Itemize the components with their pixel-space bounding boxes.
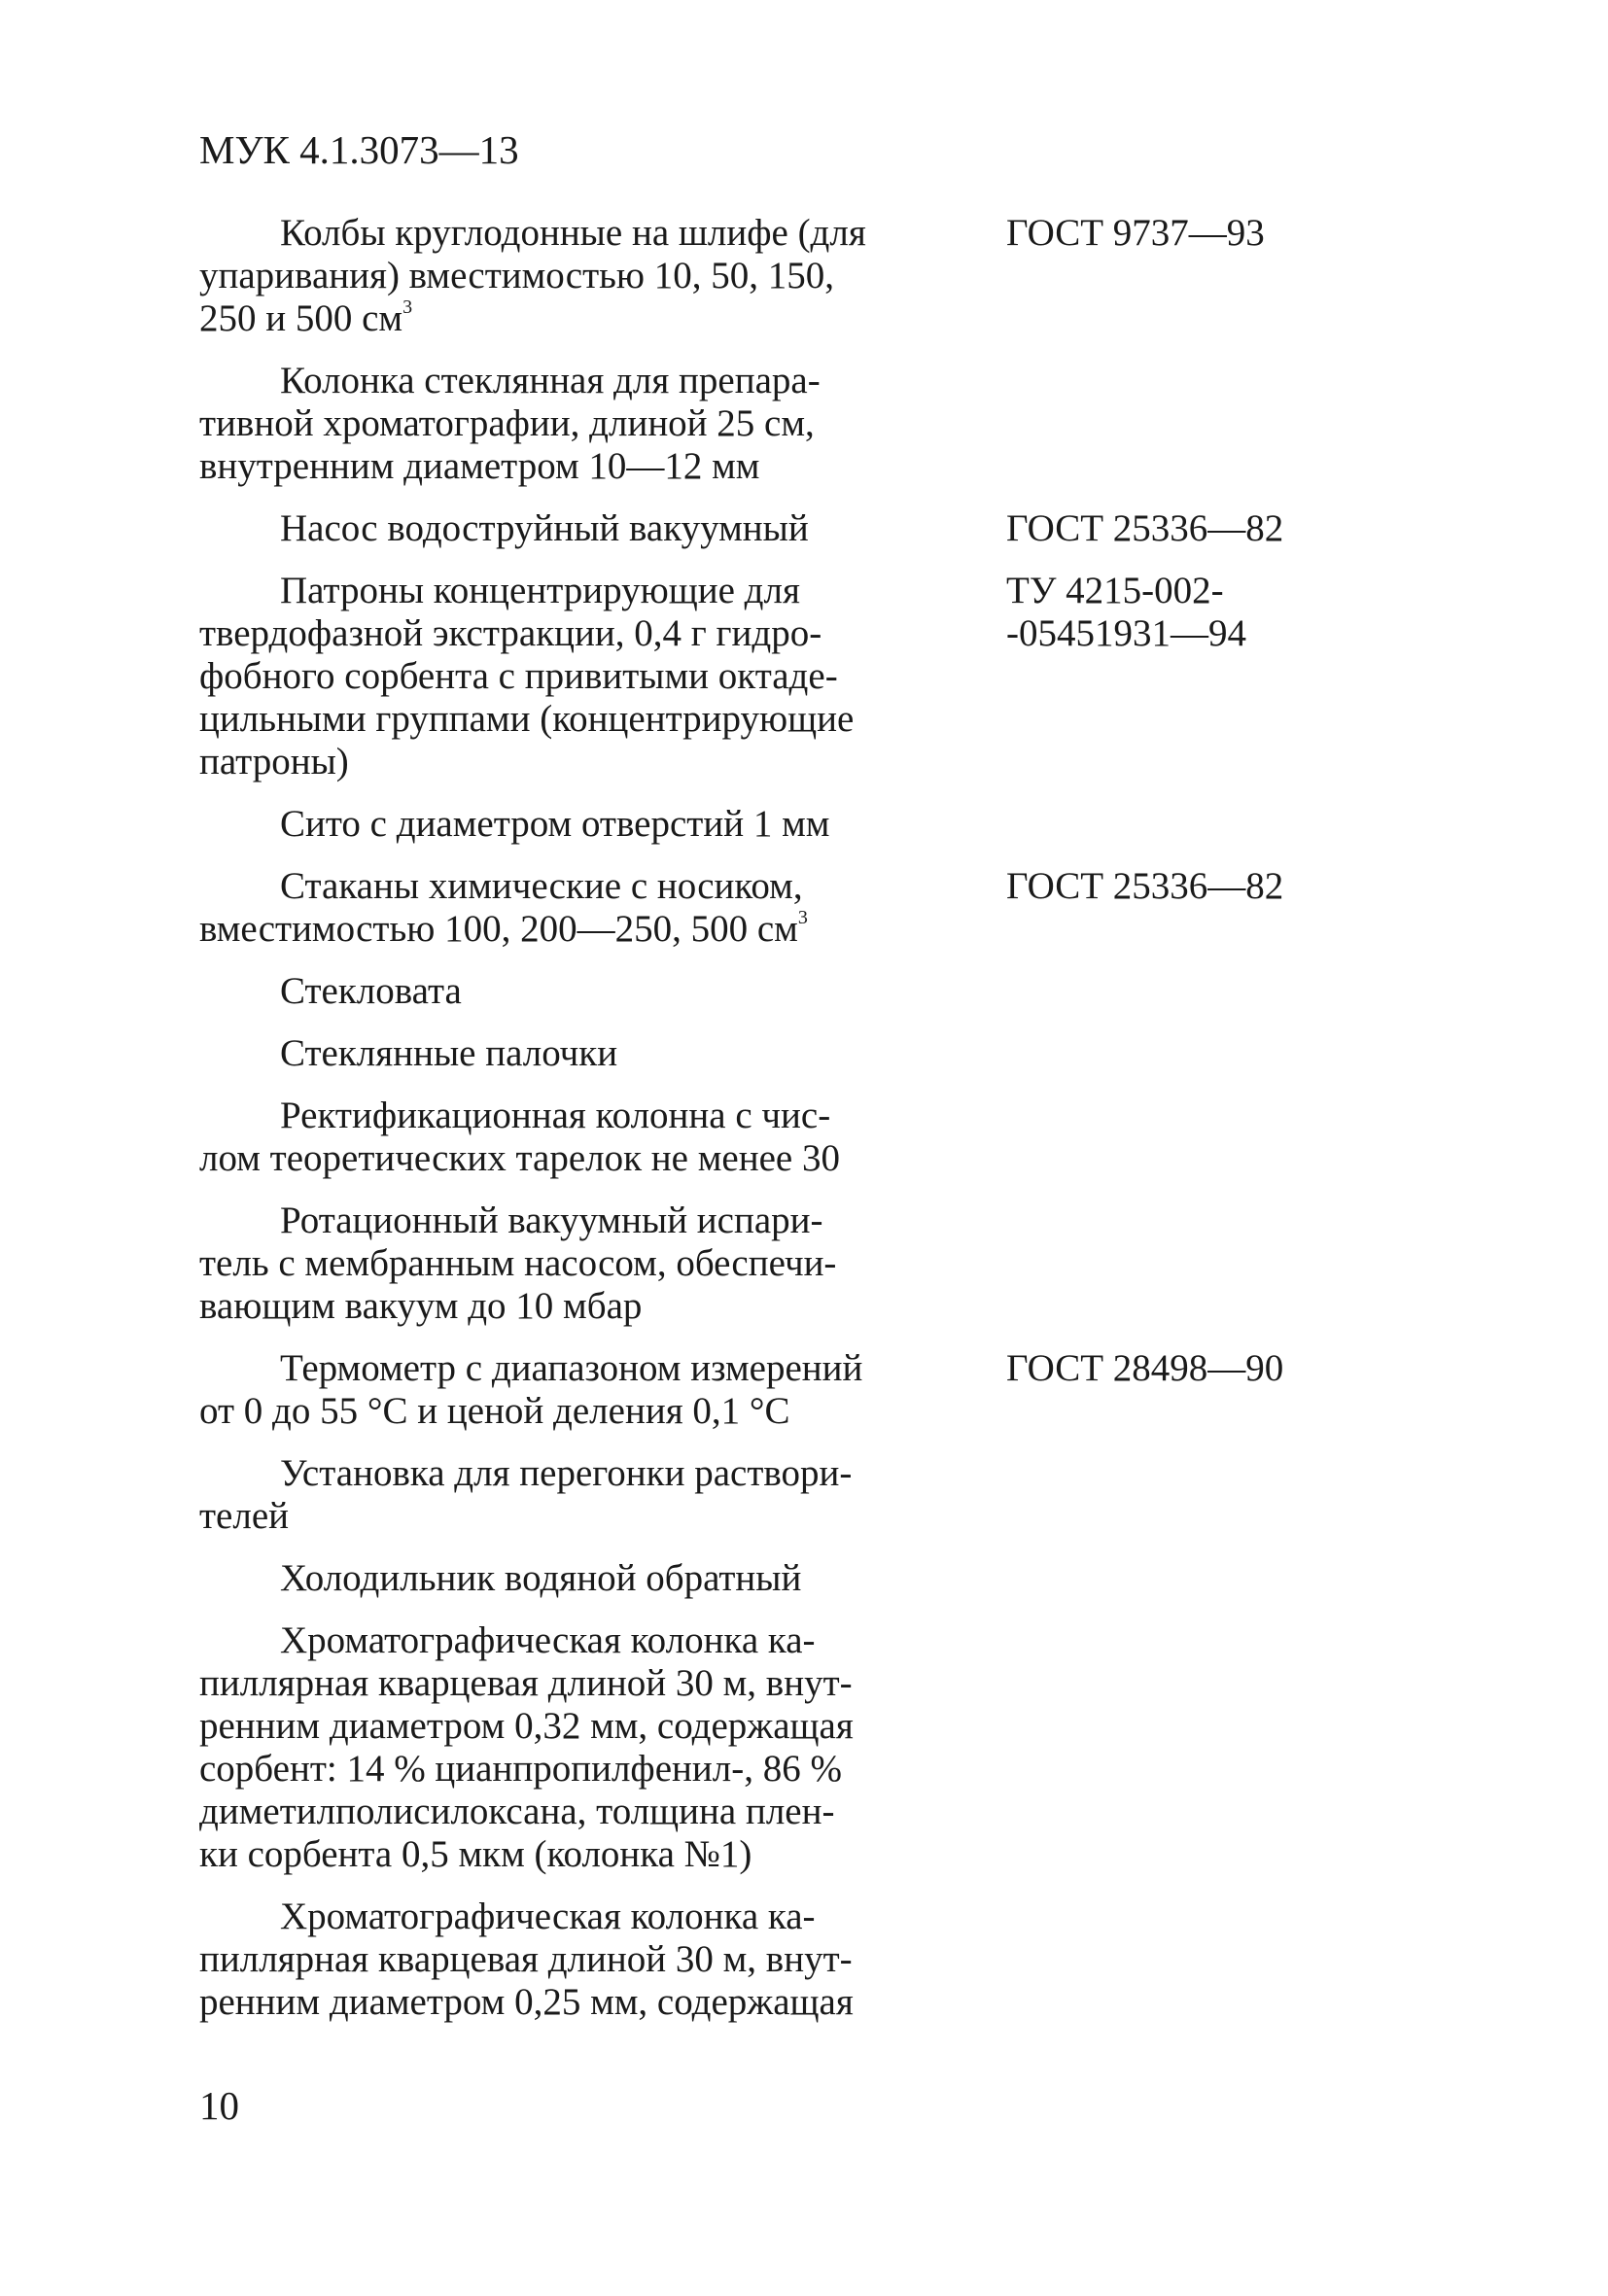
equipment-description — [199, 970, 958, 1013]
description-line-text: Хроматографическая колонка ка- — [280, 1896, 816, 1937]
equipment-entry — [199, 1452, 1366, 1538]
description-line-text: Хроматографическая колонка ка- — [280, 1619, 816, 1661]
standard-reference-line: ГОСТ 25336—82 — [1006, 865, 1284, 907]
description-line-text: Патроны концентрирующие для — [280, 570, 800, 611]
description-line — [199, 1748, 958, 1791]
standard-reference — [1006, 212, 1265, 255]
description-line-text: 250 и 500 см — [199, 297, 403, 339]
description-line — [199, 507, 958, 550]
description-line — [199, 741, 958, 783]
equipment-entry — [199, 1619, 1366, 1876]
description-line — [199, 1896, 958, 1938]
description-line — [199, 1452, 958, 1495]
description-line-text: Установка для перегонки раствори- — [280, 1452, 853, 1494]
equipment-entry — [199, 507, 1366, 550]
equipment-entry — [199, 1032, 1366, 1075]
description-line — [199, 360, 958, 402]
equipment-entry — [199, 360, 1366, 488]
description-line-text: Ректификационная колонна с чис- — [280, 1095, 831, 1136]
description-line-text: Насос водоструйный вакуумный — [280, 507, 809, 549]
standard-reference-line: ГОСТ 25336—82 — [1006, 507, 1284, 549]
equipment-entry — [199, 970, 1366, 1013]
description-line-text: ренним диаметром 0,25 мм, содержащая — [199, 1981, 854, 2023]
standard-reference-line: -05451931—94 — [1006, 612, 1246, 654]
equipment-description — [199, 1032, 958, 1075]
equipment-entry — [199, 212, 1366, 340]
equipment-description — [199, 1095, 958, 1180]
description-line-text: фобного сорбента с привитыми октаде- — [199, 655, 838, 697]
unit-superscript: 3 — [797, 907, 808, 928]
equipment-entry — [199, 803, 1366, 846]
description-line-text: Ротационный вакуумный испари- — [280, 1200, 823, 1241]
description-line — [199, 1791, 958, 1833]
equipment-entry — [199, 1896, 1366, 2024]
description-line — [199, 1705, 958, 1748]
description-line — [199, 212, 958, 255]
standard-reference — [1006, 507, 1283, 550]
equipment-description — [199, 1200, 958, 1328]
equipment-description — [199, 1619, 958, 1876]
equipment-entry — [199, 1557, 1366, 1600]
description-line — [199, 1390, 958, 1433]
equipment-list — [199, 212, 1366, 2043]
description-line — [199, 1242, 958, 1285]
equipment-entry — [199, 865, 1366, 951]
description-line — [199, 1557, 958, 1600]
description-line-text: телей — [199, 1495, 289, 1537]
description-line — [199, 1833, 958, 1876]
equipment-description — [199, 570, 958, 783]
description-line-text: сорбент: 14 % цианпропилфенил-, 86 % — [199, 1748, 842, 1790]
description-line-text: Колонка стеклянная для препара- — [280, 360, 821, 401]
description-line-text: Стеклянные палочки — [280, 1032, 618, 1074]
description-line-text: упаривания) вместимостью 10, 50, 150, — [199, 255, 835, 296]
description-line-text: ренним диаметром 0,32 мм, содержащая — [199, 1705, 854, 1747]
equipment-entry — [199, 1347, 1366, 1433]
description-line — [199, 908, 958, 951]
description-line — [199, 1095, 958, 1137]
standard-reference-line: ГОСТ 9737—93 — [1006, 212, 1265, 254]
description-line-text: Стекловата — [280, 970, 462, 1012]
equipment-description — [199, 1896, 958, 2024]
description-line — [199, 570, 958, 612]
description-line — [199, 1662, 958, 1705]
standard-reference-line: ГОСТ 28498—90 — [1006, 1347, 1284, 1389]
description-line-text: диметилполисилоксана, толщина плен- — [199, 1791, 835, 1832]
description-line-text: внутренним диаметром 10—12 мм — [199, 445, 760, 487]
page-number: 10 — [199, 2083, 239, 2128]
description-line — [199, 1285, 958, 1328]
description-line-text: пиллярная кварцевая длиной 30 м, внут- — [199, 1938, 853, 1980]
description-line — [199, 402, 958, 445]
description-line-text: пиллярная кварцевая длиной 30 м, внут- — [199, 1662, 853, 1704]
description-line-text: Сито с диаметром отверстий 1 мм — [280, 803, 830, 845]
equipment-entry — [199, 1200, 1366, 1328]
description-line-text: Стаканы химические с носиком, — [280, 865, 803, 907]
equipment-entry — [199, 1095, 1366, 1180]
description-line — [199, 255, 958, 297]
description-line — [199, 297, 958, 340]
description-line-text: ки сорбента 0,5 мкм (колонка №1) — [199, 1833, 752, 1875]
equipment-description — [199, 1452, 958, 1538]
description-line-text: Термометр с диапазоном измерений — [280, 1347, 863, 1389]
description-line-text: тель с мембранным насосом, обеспечи- — [199, 1242, 837, 1284]
description-line-text: от 0 до 55 °С и ценой деления 0,1 °С — [199, 1390, 790, 1432]
description-line-text: вместимостью 100, 200—250, 500 см — [199, 908, 798, 950]
description-line — [199, 445, 958, 488]
standard-reference — [1006, 865, 1283, 908]
description-line — [199, 698, 958, 741]
description-line-text: твердофазной экстракции, 0,4 г гидро- — [199, 612, 822, 654]
document-code-header: МУК 4.1.3073—13 — [199, 127, 519, 172]
equipment-description — [199, 507, 958, 550]
description-line — [199, 865, 958, 908]
equipment-description — [199, 1347, 958, 1433]
description-line-text: тивной хроматографии, длиной 25 см, — [199, 402, 815, 444]
standard-reference — [1006, 1347, 1283, 1390]
description-line — [199, 1938, 958, 1981]
description-line — [199, 1200, 958, 1242]
equipment-entry — [199, 570, 1366, 783]
description-line — [199, 1137, 958, 1180]
description-line-text: патроны) — [199, 741, 349, 783]
description-line-text: цильными группами (концентрирующие — [199, 698, 855, 740]
description-line-text: Холодильник водяной обратный — [280, 1557, 802, 1599]
description-line — [199, 1495, 958, 1538]
equipment-description — [199, 212, 958, 340]
equipment-description — [199, 865, 958, 951]
equipment-description — [199, 360, 958, 488]
description-line-text: лом теоретических тарелок не менее 30 — [199, 1137, 840, 1179]
description-line — [199, 1619, 958, 1662]
equipment-description — [199, 803, 958, 846]
standard-reference — [1006, 570, 1246, 655]
standard-reference-line: ТУ 4215-002- — [1006, 570, 1224, 611]
description-line — [199, 1347, 958, 1390]
description-line-text: вающим вакуум до 10 мбар — [199, 1285, 643, 1327]
description-line — [199, 1032, 958, 1075]
description-line — [199, 1981, 958, 2024]
description-line — [199, 803, 958, 846]
equipment-description — [199, 1557, 958, 1600]
description-line — [199, 612, 958, 655]
unit-superscript: 3 — [402, 296, 413, 318]
description-line — [199, 655, 958, 698]
description-line — [199, 970, 958, 1013]
description-line-text: Колбы круглодонные на шлифе (для — [280, 212, 866, 254]
